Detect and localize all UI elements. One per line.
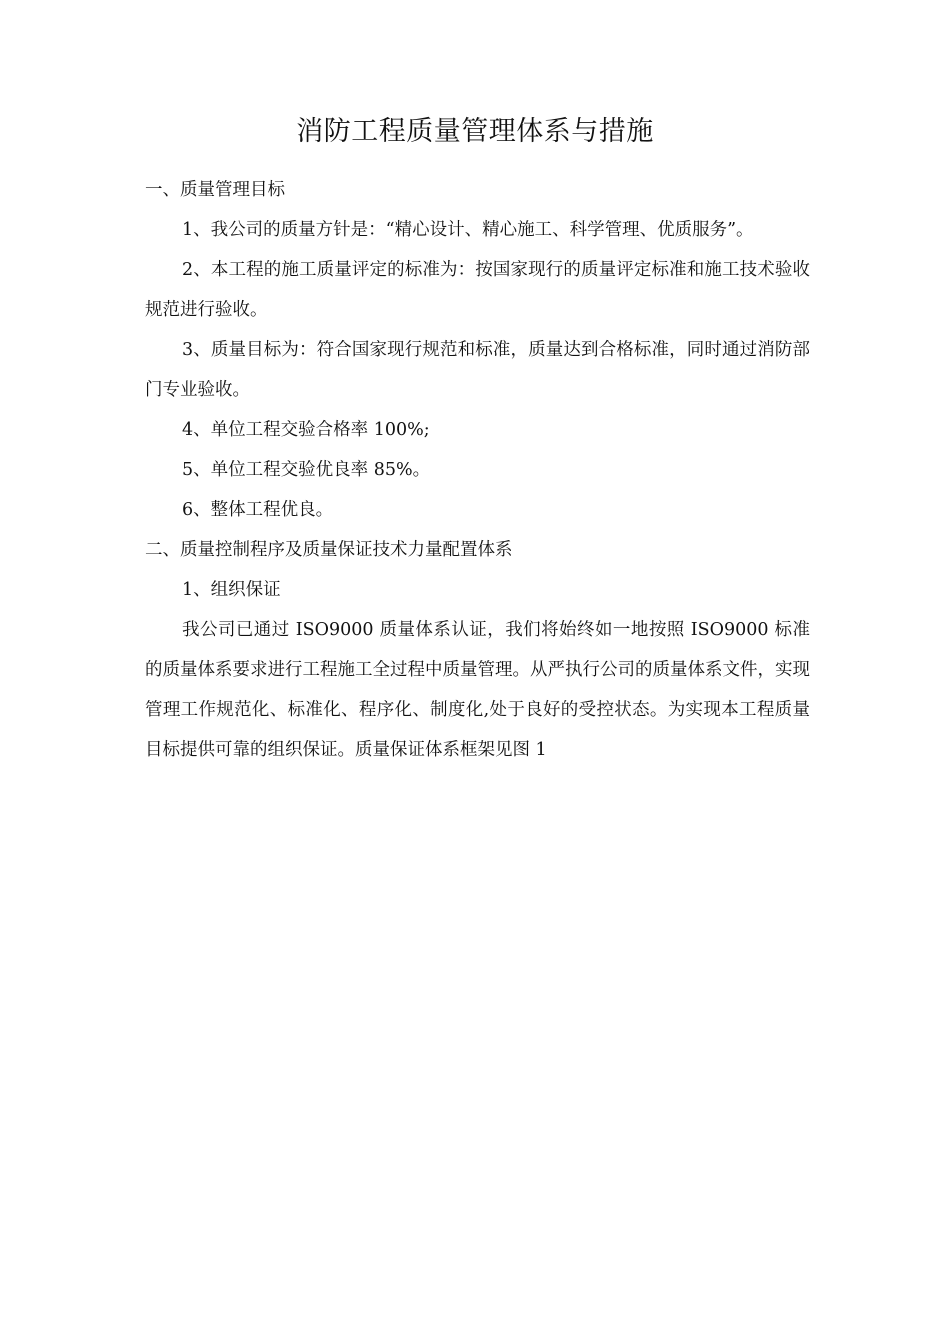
subheading-organization: 1、组织保证 — [182, 580, 281, 600]
document-title: 消防工程质量管理体系与措施 — [296, 116, 654, 147]
list-item: 3、质量目标为：符合国家现行规范和标准，质量达到合格标准，同时通过消防部门专业验收。 — [145, 340, 810, 400]
list-item: 6、整体工程优良。 — [182, 500, 334, 520]
list-item: 2、本工程的施工质量评定的标准为：按国家现行的质量评定标准和施工技术验收规范进行验收。 — [145, 260, 810, 320]
section-heading-quality-goals: 一、质量管理目标 — [145, 180, 285, 200]
body-paragraph: 我公司已通过 ISO9000 质量体系认证，我们将始终如一地按照 ISO9000 标准的质量体系要求进行工程施工全过程中质量管理。从严执行公司的质量体系文件，实现管理工作规范化、标准化、程序化、制度化,处于良好的受控状态。为实现本工程质量目标提供可靠的组织保证。质量保证体系框架见图 1 — [145, 620, 810, 760]
list-item: 5、单位工程交验优良率 85%。 — [182, 460, 431, 480]
section-heading-quality-control: 二、质量控制程序及质量保证技术力量配置体系 — [145, 540, 513, 560]
document-body — [145, 170, 810, 770]
list-item: 1、我公司的质量方针是：“精心设计、精心施工、科学管理、优质服务”。 — [182, 220, 754, 240]
list-item: 4、单位工程交验合格率 100%; — [182, 420, 430, 440]
